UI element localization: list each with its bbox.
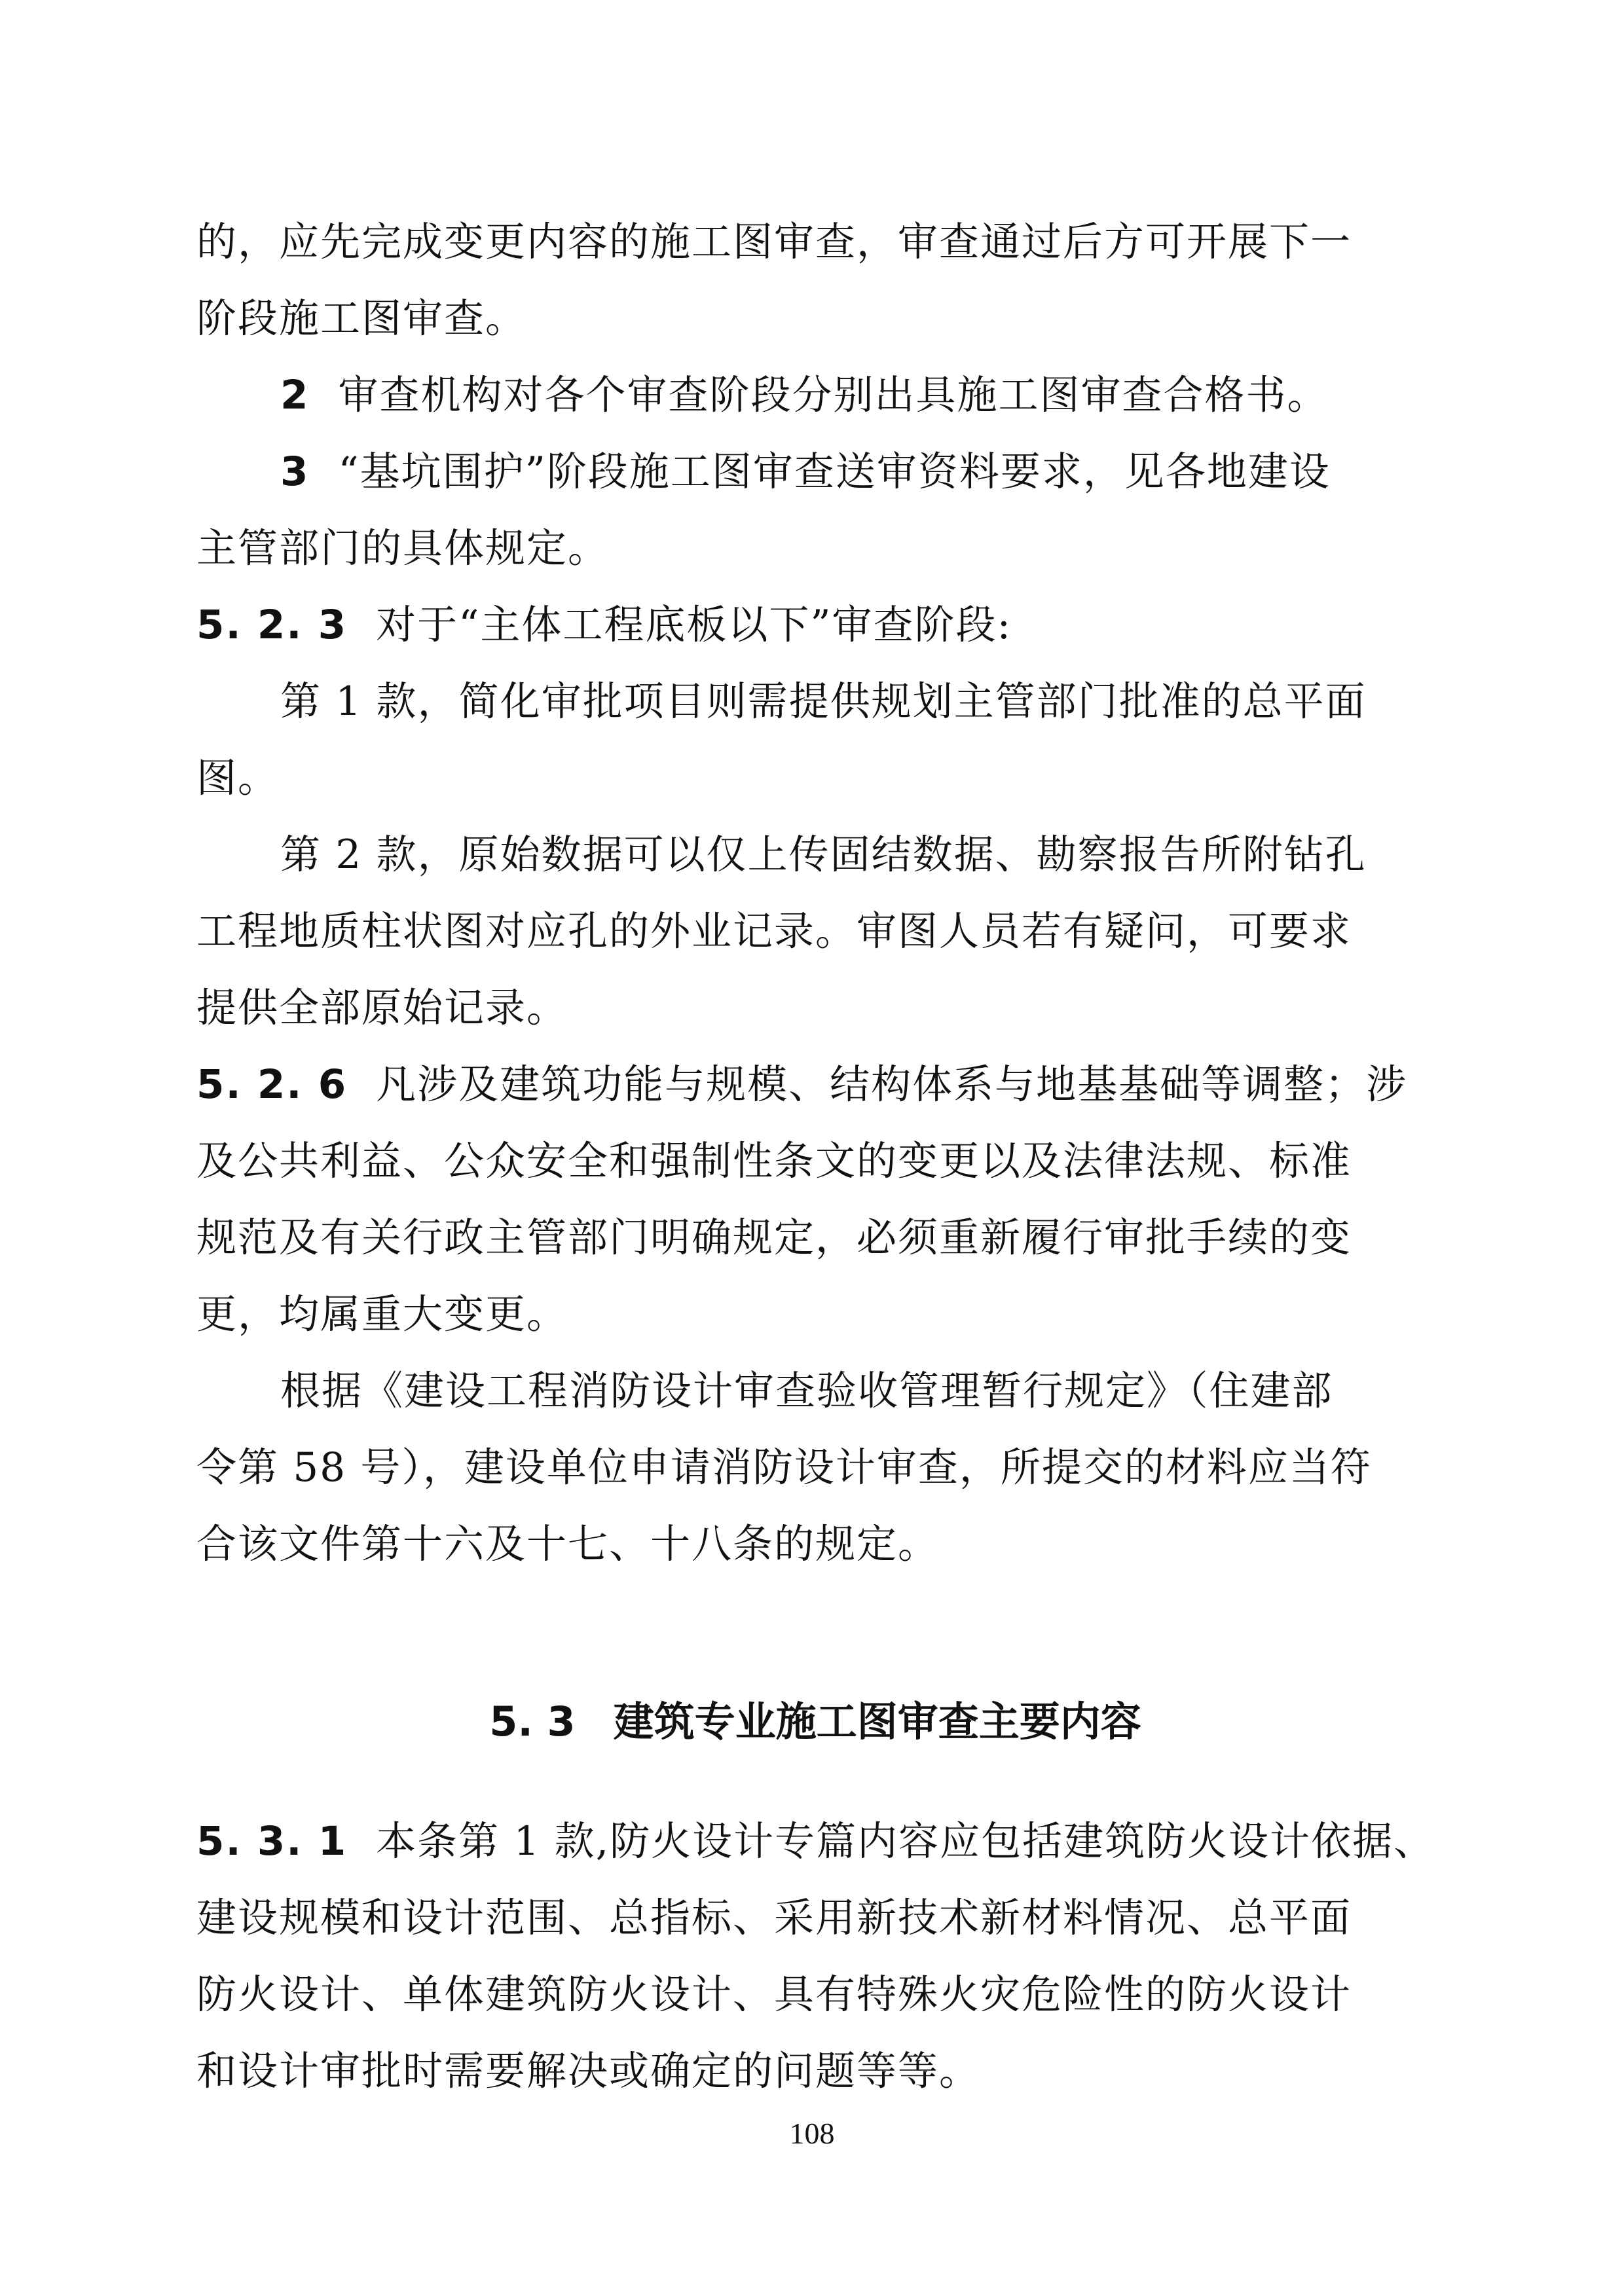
clause-number: 5. 2. 6 bbox=[196, 1061, 348, 1108]
paragraph-line: 和设计审批时需要解决或确定的问题等等。 bbox=[196, 2048, 981, 2094]
list-item-3: 3 “基坑围护”阶段施工图审查送审资料要求，见各地建设 bbox=[280, 439, 1331, 505]
paragraph-line: 工程地质柱状图对应孔的外业记录。审图人员若有疑问，可要求 bbox=[196, 908, 1352, 955]
paragraph-line: 及公共利益、公众安全和强制性条文的变更以及法律法规、标准 bbox=[196, 1138, 1352, 1184]
clause-5-2-3: 5. 2. 3 对于“主体工程底板以下”审查阶段: bbox=[196, 592, 1012, 658]
list-item-2: 2 审查机构对各个审查阶段分别出具施工图审查合格书。 bbox=[280, 363, 1328, 428]
paragraph-line: 阶段施工图审查。 bbox=[196, 295, 527, 342]
list-number: 3 bbox=[280, 448, 310, 495]
paragraph-line: 图。 bbox=[196, 755, 280, 801]
section-title: 建筑专业施工图审查主要内容 bbox=[613, 1698, 1141, 1745]
page-number: 108 bbox=[789, 2117, 835, 2150]
paragraph-line: 第 2 款，原始数据可以仅上传固结数据、勘察报告所附钻孔 bbox=[280, 831, 1367, 878]
section-heading bbox=[196, 1689, 1434, 1755]
paragraph-line: 规范及有关行政主管部门明确规定，必须重新履行审批手续的变 bbox=[196, 1214, 1352, 1261]
clause-5-2-6: 5. 2. 6 凡涉及建筑功能与规模、结构体系与地基基础等调整；涉 bbox=[196, 1052, 1407, 1118]
paragraph-line: 第 1 款，简化审批项目则需提供规划主管部门批准的总平面 bbox=[280, 678, 1367, 725]
paragraph-line: 防火设计、单体建筑防火设计、具有特殊火灾危险性的防火设计 bbox=[196, 1971, 1352, 2018]
paragraph-line: 根据《建设工程消防设计审查验收管理暂行规定》（住建部 bbox=[280, 1368, 1333, 1414]
paragraph-line: 建设规模和设计范围、总指标、采用新技术新材料情况、总平面 bbox=[196, 1895, 1352, 1941]
section-number: 5. 3 bbox=[489, 1698, 576, 1745]
clause-5-3-1: 5. 3. 1 本条第 1 款,防火设计专篇内容应包括建筑防火设计依据、 bbox=[196, 1809, 1435, 1874]
paragraph-line: 令第 58 号），建设单位申请消防设计审查，所提交的材料应当符 bbox=[196, 1444, 1372, 1491]
paragraph-line: 更，均属重大变更。 bbox=[196, 1291, 568, 1338]
list-number: 2 bbox=[280, 372, 310, 418]
paragraph-line: 主管部门的具体规定。 bbox=[196, 525, 610, 572]
paragraph-line: 合该文件第十六及十七、十八条的规定。 bbox=[196, 1521, 940, 1567]
clause-number: 5. 3. 1 bbox=[196, 1818, 348, 1865]
clause-number: 5. 2. 3 bbox=[196, 602, 348, 648]
paragraph-line: 提供全部原始记录。 bbox=[196, 985, 568, 1031]
paragraph-line: 的，应先完成变更内容的施工图审查，审查通过后方可开展下一 bbox=[196, 219, 1352, 265]
